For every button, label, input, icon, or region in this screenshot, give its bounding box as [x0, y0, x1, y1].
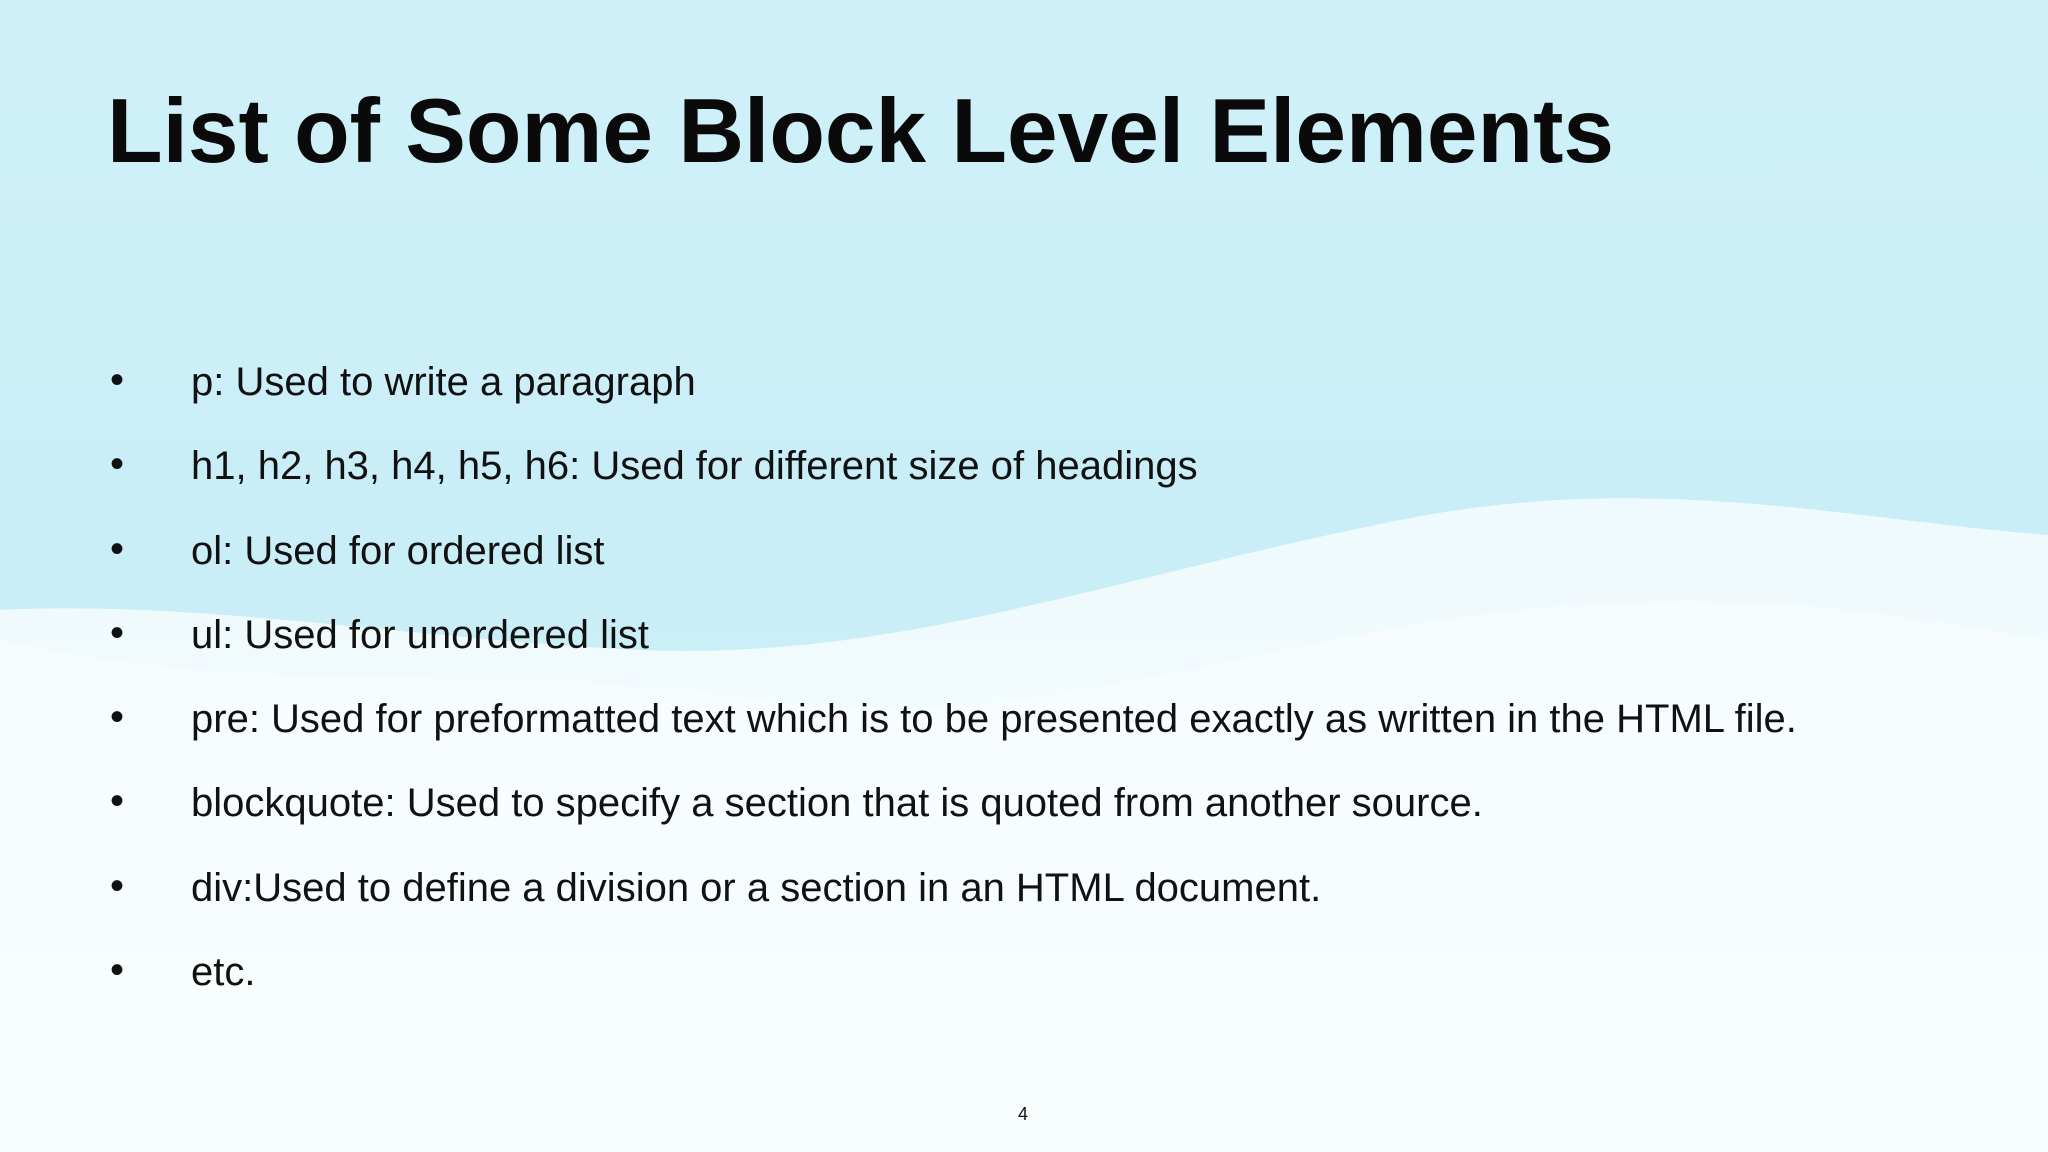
bullet-icon: •	[110, 779, 125, 824]
list-item-text: ol: Used for ordered list	[191, 528, 605, 573]
bullet-icon: •	[110, 526, 125, 571]
slide-title: List of Some Block Level Elements	[107, 81, 1615, 182]
list-item-text: ul: Used for unordered list	[191, 612, 650, 657]
bullet-icon: •	[110, 442, 125, 487]
bullet-icon: •	[110, 358, 125, 402]
bullet-icon: •	[110, 948, 125, 993]
list-item-text: pre: Used for preformatted text which is to be presented exactly as written in the HTML file.	[191, 697, 1797, 742]
list-item-text: p: Used to write a paragraph	[191, 360, 696, 404]
bullet-icon: •	[110, 695, 125, 740]
list-item-text: div:Used to define a division or a section in an HTML document.	[191, 865, 1322, 910]
bullet-icon: •	[110, 610, 125, 655]
list-item-text: h1, h2, h3, h4, h5, h6: Used for different size of headings	[191, 444, 1198, 489]
page-number: 4	[1017, 1104, 1028, 1124]
bullet-icon: •	[110, 863, 125, 908]
list-item-text: etc.	[191, 950, 256, 995]
list-item-text: blockquote: Used to specify a section that is quoted from another source.	[191, 781, 1483, 826]
